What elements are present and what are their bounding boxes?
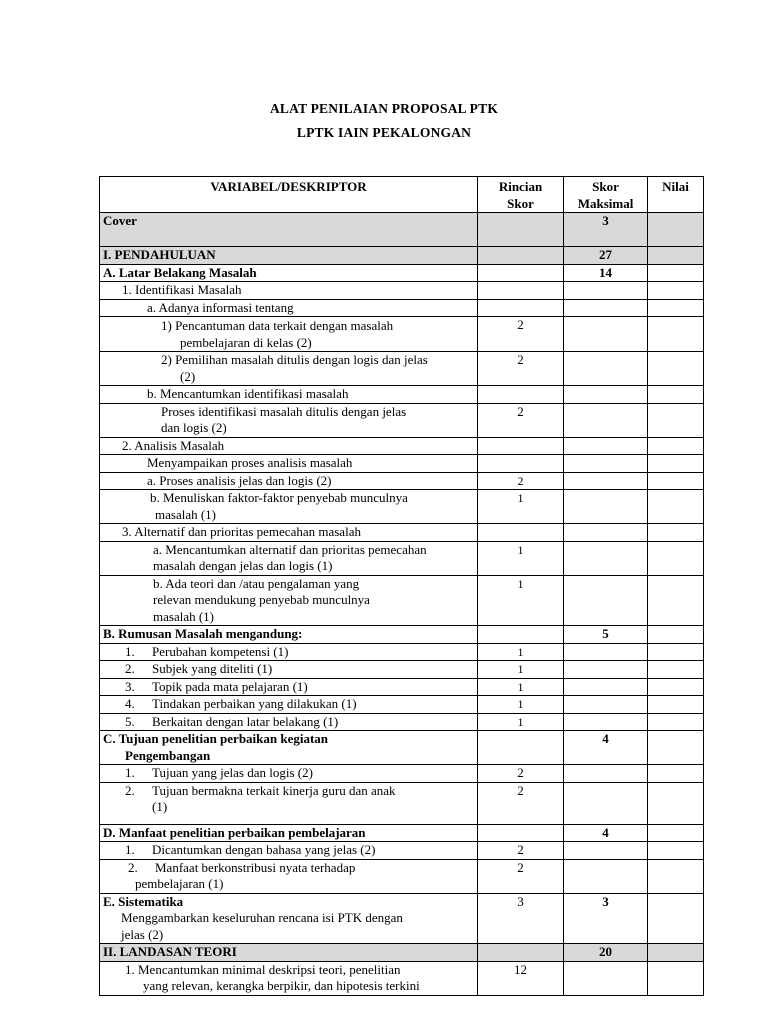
row-label: 4. Tindakan perbaikan yang dilakukan (1) [100,696,478,714]
table-row [100,472,704,490]
row-label: a. Mencantumkan alternatif dan prioritas pemecahan masalah dengan jelas dan logis (1) [100,541,478,575]
row-label: 5. Berkaitan dengan latar belakang (1) [100,713,478,731]
rincian-cell [478,626,564,644]
table-row [100,643,704,661]
maks-cell: 27 [564,247,648,265]
row-label: I. PENDAHULUAN [100,247,478,265]
maks-cell: 20 [564,944,648,962]
maks-cell: 3 [564,213,648,247]
row-label: 2. Tujuan bermakna terkait kinerja guru dan anak (1) [100,782,478,824]
nilai-cell [648,731,704,765]
row-label: 1. Tujuan yang jelas dan logis (2) [100,765,478,783]
maks-cell [564,842,648,860]
table-row [100,893,704,944]
maks-cell [564,472,648,490]
nilai-cell [648,264,704,282]
row-label: II. LANDASAN TEORI [100,944,478,962]
row-label: B. Rumusan Masalah mengandung: [100,626,478,644]
document-title: ALAT PENILAIAN PROPOSAL PTK [269,101,499,116]
maks-cell [564,490,648,524]
rincian-cell [478,386,564,404]
nilai-cell [648,524,704,542]
rincian-cell [478,213,564,247]
table-row [100,352,704,386]
nilai-cell [648,386,704,404]
rincian-cell [478,524,564,542]
rincian-cell: 2 [478,352,564,386]
rincian-cell: 1 [478,643,564,661]
row-label: 3. Alternatif dan prioritas pemecahan masalah [100,524,478,542]
header-variabel: VARIABEL/DESKRIPTOR [100,177,478,213]
maks-cell: 3 [564,893,648,944]
maks-cell: 4 [564,731,648,765]
rincian-cell [478,264,564,282]
maks-cell [564,765,648,783]
nilai-cell [648,213,704,247]
nilai-cell [648,661,704,679]
table-row [100,247,704,265]
nilai-cell [648,893,704,944]
nilai-cell [648,643,704,661]
maks-cell [564,386,648,404]
table-row [100,282,704,300]
rincian-cell: 2 [478,765,564,783]
nilai-cell [648,247,704,265]
row-label: a. Adanya informasi tentang [100,299,478,317]
table-row [100,317,704,352]
nilai-cell [648,944,704,962]
nilai-cell [648,541,704,575]
maks-cell [564,317,648,352]
maks-cell [564,524,648,542]
nilai-cell [648,352,704,386]
nilai-cell [648,575,704,626]
nilai-cell [648,455,704,473]
rincian-cell: 2 [478,317,564,352]
row-label: 2. Manfaat berkonstribusi nyata terhadap pembelajaran (1) [100,859,478,893]
maks-cell: 5 [564,626,648,644]
nilai-cell [648,490,704,524]
maks-cell [564,403,648,437]
rincian-cell [478,299,564,317]
rincian-cell: 2 [478,859,564,893]
row-label: 1. Identifikasi Masalah [100,282,478,300]
table-header-row [100,177,704,213]
rincian-cell: 1 [478,575,564,626]
maks-cell [564,696,648,714]
maks-cell [564,437,648,455]
rincian-cell [478,437,564,455]
rincian-cell: 1 [478,678,564,696]
maks-cell [564,455,648,473]
rincian-cell: 1 [478,490,564,524]
table-row [100,490,704,524]
nilai-cell [648,626,704,644]
nilai-cell [648,824,704,842]
nilai-cell [648,299,704,317]
table-row [100,541,704,575]
rincian-cell: 12 [478,961,564,995]
row-label: b. Ada teori dan /atau pengalaman yang relevan mendukung penyebab munculnya masalah (1) [100,575,478,626]
table-row [100,626,704,644]
table-row [100,824,704,842]
table-row [100,264,704,282]
rincian-cell: 1 [478,661,564,679]
rincian-cell [478,824,564,842]
nilai-cell [648,282,704,300]
maks-cell [564,961,648,995]
row-label: 1. Mencantumkan minimal deskripsi teori, penelitian yang relevan, kerangka berpikir, dan hipotesis terkini [100,961,478,995]
maks-cell [564,299,648,317]
rincian-cell: 2 [478,782,564,824]
header-skor-maksimal: Skor Maksimal [564,177,648,213]
table-row [100,961,704,995]
maks-cell [564,859,648,893]
maks-cell [564,541,648,575]
header-nilai: Nilai [648,177,704,213]
table-row [100,696,704,714]
table-row [100,575,704,626]
maks-cell [564,661,648,679]
rincian-cell [478,282,564,300]
rincian-cell [478,455,564,473]
table-row [100,713,704,731]
nilai-cell [648,317,704,352]
rincian-cell: 2 [478,403,564,437]
table-row [100,678,704,696]
nilai-cell [648,696,704,714]
rincian-cell: 3 [478,893,564,944]
table-row [100,842,704,860]
rincian-cell: 1 [478,713,564,731]
header-rincian-skor: Rincian Skor [478,177,564,213]
row-label: a. Proses analisis jelas dan logis (2) [100,472,478,490]
row-label: E. Sistematika Menggambarkan keseluruhan rencana isi PTK dengan jelas (2) [100,893,478,944]
row-label: b. Menuliskan faktor-faktor penyebab munculnya masalah (1) [100,490,478,524]
row-label: 1. Perubahan kompetensi (1) [100,643,478,661]
row-label: Menyampaikan proses analisis masalah [100,455,478,473]
rincian-cell [478,944,564,962]
table-row [100,661,704,679]
row-label: A. Latar Belakang Masalah [100,264,478,282]
maks-cell [564,352,648,386]
maks-cell [564,643,648,661]
nilai-cell [648,842,704,860]
assessment-table [99,176,704,996]
maks-cell [564,282,648,300]
maks-cell [564,713,648,731]
row-label: 3. Topik pada mata pelajaran (1) [100,678,478,696]
table-row [100,299,704,317]
nilai-cell [648,782,704,824]
row-label: b. Mencantumkan identifikasi masalah [100,386,478,404]
row-label: D. Manfaat penelitian perbaikan pembelajaran [100,824,478,842]
table-row [100,213,704,247]
rincian-cell [478,731,564,765]
maks-cell [564,575,648,626]
table-row [100,403,704,437]
maks-cell [564,678,648,696]
rincian-cell [478,247,564,265]
document-subtitle: LPTK IAIN PEKALONGAN [296,125,472,140]
rincian-cell: 2 [478,842,564,860]
table-row [100,859,704,893]
nilai-cell [648,472,704,490]
row-label: 1. Dicantumkan dengan bahasa yang jelas (2) [100,842,478,860]
maks-cell [564,782,648,824]
nilai-cell [648,765,704,783]
nilai-cell [648,437,704,455]
nilai-cell [648,678,704,696]
table-row [100,765,704,783]
nilai-cell [648,859,704,893]
row-label: 1) Pencantuman data terkait dengan masalah pembelajaran di kelas (2) [100,317,478,352]
rincian-cell: 1 [478,696,564,714]
table-row [100,731,704,765]
maks-cell: 4 [564,824,648,842]
row-label: C. Tujuan penelitian perbaikan kegiatan Pengembangan [100,731,478,765]
table-row [100,386,704,404]
table-row [100,437,704,455]
nilai-cell [648,961,704,995]
table-row [100,455,704,473]
row-label: Cover [100,213,478,247]
table-row [100,944,704,962]
row-label: 2) Pemilihan masalah ditulis dengan logis dan jelas (2) [100,352,478,386]
nilai-cell [648,713,704,731]
rincian-cell: 2 [478,472,564,490]
nilai-cell [648,403,704,437]
row-label: 2. Subjek yang diteliti (1) [100,661,478,679]
table-row [100,782,704,824]
row-label: 2. Analisis Masalah [100,437,478,455]
rincian-cell: 1 [478,541,564,575]
maks-cell: 14 [564,264,648,282]
row-label: Proses identifikasi masalah ditulis dengan jelas dan logis (2) [100,403,478,437]
table-row [100,524,704,542]
